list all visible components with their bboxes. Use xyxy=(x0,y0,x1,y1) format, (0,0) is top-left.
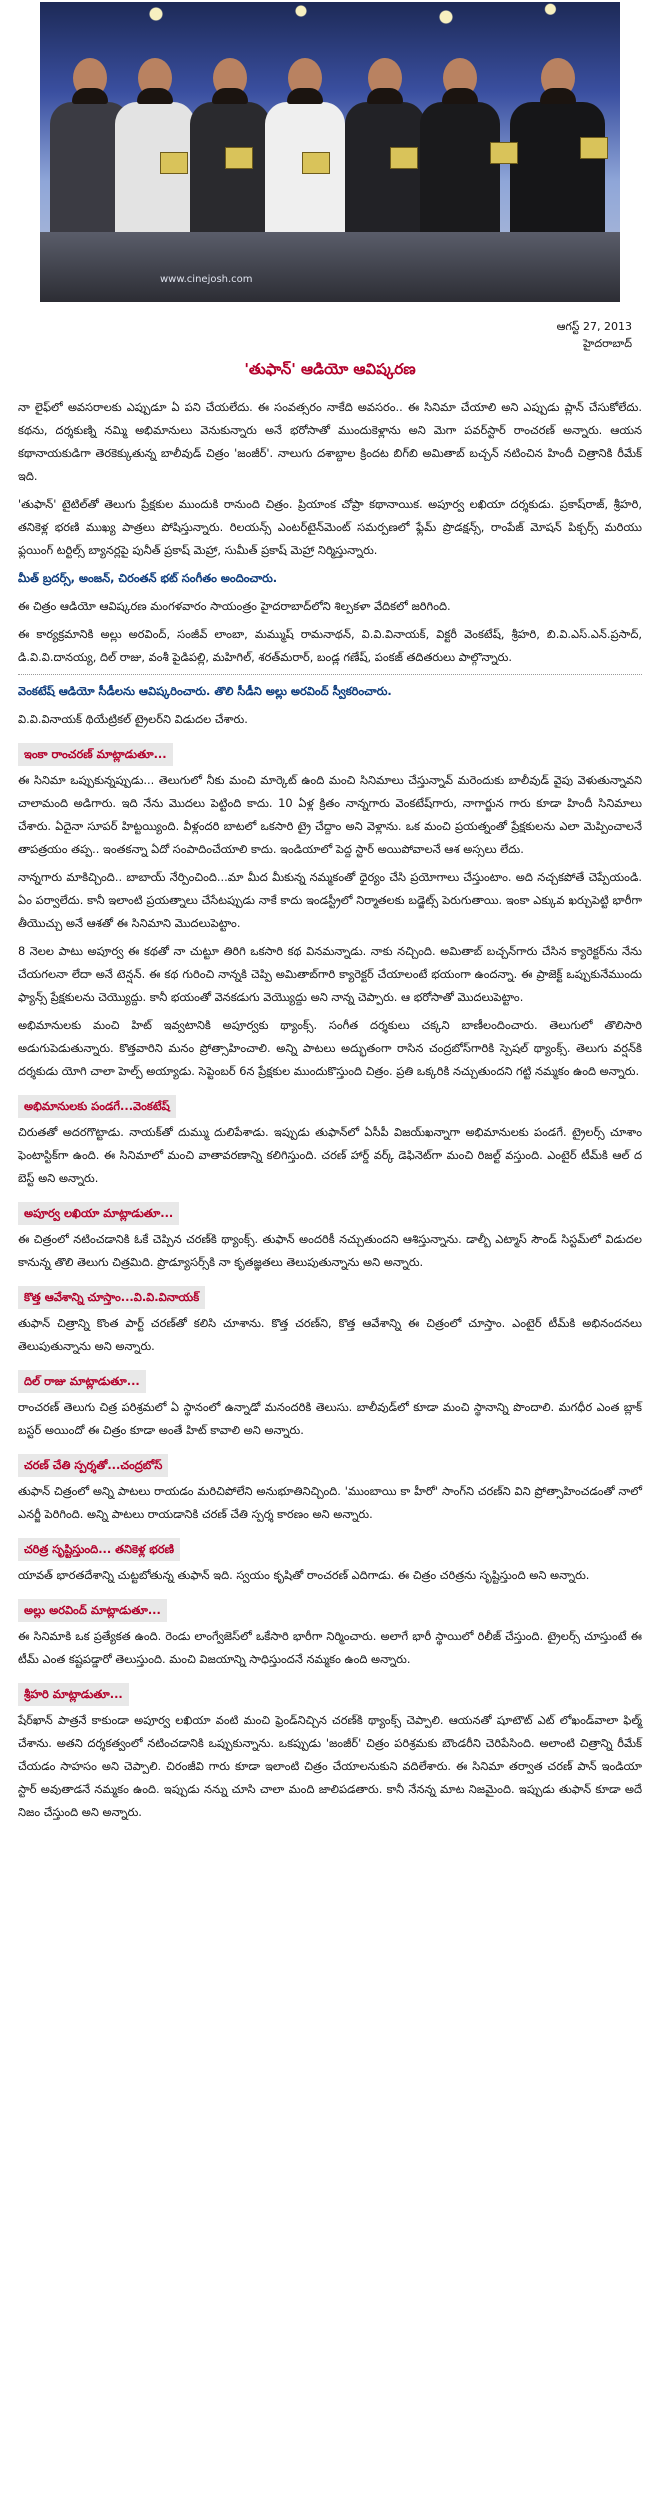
speech-paragraph: రాంచరణ్ తెలుగు చిత్ర పరిశ్రమలో ఏ స్థానంలో ఉన్నాడో మనందరికి తెలుసు. బాలీవుడ్‌లో కూడా మంచి స్థానాన్ని పొందాలి. మగధీర ఎంత బ్లాక్ బస్టర్ అయిందో ఈ చిత్రం కూడా అంతే హిట్ కావాలి అని అన్నారు. xyxy=(18,1400,642,1437)
speech-paragraph: నాన్నగారు మాకిచ్చింది.. బాబాయ్ నేర్పించింది...మా మీద మీకున్న నమ్మకంతో ధైర్యం చేసి ప్రయోగాలు చేస్తుంటాం. అది నచ్చకపోతే చెప్పేయండి. ఏం పర్వాలేదు. కానీ ఇలాంటి ప్రయత్నాలు చేసేటప్పుడు నాకే కాదు ఇండస్ట్రీలో నిర్మాతలకు బడ్జెట్స్ పెరుగుతాయి. ఇంకా ఎక్కువ ఖర్చుపెట్టి భారీగా తీయొచ్చు అనే ఆశతో ఈ సినిమాని మొదలుపెట్టాం. xyxy=(18,870,642,930)
speech-paragraph: అభిమానులకు మంచి హిట్ ఇవ్వటానికి అపూర్వకు థ్యాంక్స్. సంగీత దర్శకులు చక్కని బాణీలందించారు. తెలుగులో తొలిసారి అడుగుపెడుతున్నారు. కొత్తవారిని మనం ప్రోత్సాహించాలి. అన్ని పాటలు అద్భుతంగా రాసిన చంద్రబోస్‌గారికి స్పెషల్ థ్యాంక్స్. తెలుగు వర్షన్‌కి దర్శకుడు యోగి చాలా హెల్ప్ అయ్యాడు. సెప్టెంబర్ 6న ప్రేక్షకుల ముందుకొస్తుంది చిత్రం. ప్రతి ఒక్కరికి నచ్చుతుందని గట్టి నమ్మకం ఉంది అన్నారు. xyxy=(18,1018,642,1078)
audio-cd-icon xyxy=(490,142,518,164)
speech-paragraph: తుఫాన్ చిత్రాన్ని కొంత పార్ట్ చరణ్‌తో కలిసి చూశాను. కొత్త చరణ్‌ని, కొత్త ఆవేశాన్ని ఈ చిత్రంలో చూస్తాం. ఎంటైర్ టీమ్‌కి అభినందనలు తెలుపుతున్నాను అని అన్నారు. xyxy=(18,1316,642,1353)
section-heading: అభిమానులకు పండగే...వెంకటేష్ xyxy=(18,1095,176,1118)
intro-paragraph: 'తుఫాన్' టైటిల్‌తో తెలుగు ప్రేక్షకుల ముందుకి రానుంది చిత్రం. ప్రియాంక చోప్రా కథానాయిక. అపూర్వ లఖియా దర్శకుడు. ప్రకాష్‌రాజ్, శ్రీహరి, తనికెళ్ల భరణి ముఖ్య పాత్రలు పోషిస్తున్నారు. రిలయన్స్ ఎంటర్‌టైన్‌మెంట్ సమర్పణలో ఫ్లేమ్ ప్రొడక్షన్స్, రాంపేజ్ మోషన్ పిక్చర్స్ మరియు ఫ్లయింగ్ టర్టిల్స్ బ్యానర్లపై పునీత్ ప్రకాష్ మెహ్రా, సుమీత్ ప్రకాష్ మెహ్రా నిర్మిస్తున్నారు. xyxy=(18,497,642,557)
section-heading: కొత్త ఆవేశాన్ని చూస్తాం...వి.వి.వినాయక్ xyxy=(18,1286,205,1309)
music-credit: మీత్ బ్రదర్స్, అంజన్, చిరంతన్ భట్ సంగీతం అందించారు. xyxy=(18,571,278,585)
speech-paragraph: యావత్ భారతదేశాన్ని చుట్టబోతున్న తుఫాన్ ఇది. స్వయం కృషితో రాంచరణ్ ఎదిగాడు. ఈ చిత్రం చరిత్రను సృష్టిస్తుంది అని అన్నారు. xyxy=(18,1568,590,1582)
article-title: 'తుఫాన్' ఆడియో ఆవిష్కరణ xyxy=(244,360,416,378)
section-heading: అల్లు అరవింద్ మాట్లాడుతూ... xyxy=(18,1599,167,1622)
speech-paragraph: షేర్‌ఖాన్ పాత్రనే కాకుండా అపూర్వ లఖియా వంటి మంచి ఫ్రెండ్‌నిచ్చిన చరణ్‌కి థ్యాంక్స్ చెప్పాలి. ఆయనతో షూటౌట్ ఎట్ లోఖండ్‌వాలా ఫిల్మ్ చేశాను. అతని దర్శకత్వంలో నటించడానికి ఒప్పుకున్నాను. ఒకప్పుడు 'జంజీర్' చిత్రం పరిశ్రమకు బౌండరీని చెరిపేసింది. అలాంటి చిత్రాన్ని రీమేక్ చేయడం సాహసం అని చెప్పాలి. చిరంజీవి గారు కూడా ఇలాంటి చిత్రం చేయాలనుకుని వదిలేశారు. ఈ సినిమా తర్వాత చరణ్ పాన్ ఇండియా స్టార్ అవుతాడనే నమ్మకం ఉంది. ఇప్పుడు నన్ను చూసి చాలా మంది జాలిపడతారు. కానీ నేనన్న మాట నిజమైంది. ఇప్పుడు తుఫాన్ కూడా అదే నిజం చేస్తుంది అని అన్నారు. xyxy=(18,1713,642,1819)
speech-paragraph: 8 నెలల పాటు అపూర్వ ఈ కథతో నా చుట్టూ తిరిగి ఒకసారి కథ వినమన్నాడు. నాకు నచ్చింది. అమితాబ్ బచ్చన్‌గారు చేసిన క్యారెక్టర్‌ను నేను చేయగలనా లేదా అనే టెన్షన్. ఈ కథ గురించి నాన్నకి చెప్పి అమితాబ్‌గారి క్యారెక్టర్ చేయాలంటే భయంగా ఉందన్నా. ఈ ప్రాజెక్ట్ ఒప్పుకునేముందు ఫ్యాన్స్ ప్రేక్షకులను చెయ్యొద్దు. కానీ భయంతో వెనకడుగు వెయ్యొద్దు అని నాన్న చెప్పారు. ఆ భరోసాతో మొదలుపెట్టాం. xyxy=(18,944,642,1004)
article-date: ఆగస్ట్ 27, 2013 xyxy=(556,320,632,333)
section-heading: అపూర్వ లఖియా మాట్లాడుతూ... xyxy=(18,1202,179,1225)
section-heading: చరిత్ర సృష్టిస్తుంది... తనికెళ్ల భరణి xyxy=(18,1538,180,1561)
event-photo xyxy=(40,2,620,302)
section-heading: దిల్ రాజు మాట్లాడుతూ... xyxy=(18,1370,146,1393)
section-heading: చరణ్ చేతి స్పర్శతో...చంద్రబోస్ xyxy=(18,1454,168,1477)
section-heading: ఇంకా రాంచరణ్ మాట్లాడుతూ... xyxy=(18,743,173,766)
audio-cd-icon xyxy=(302,152,330,174)
audio-cd-icon xyxy=(390,147,418,169)
intro-paragraph: ఈ చిత్రం ఆడియో ఆవిష్కరణ మంగళవారం సాయంత్రం హైదరాబాద్‌లోని శిల్పకళా వేదికలో జరిగింది. xyxy=(18,599,451,613)
stage-lights xyxy=(40,2,620,62)
intro-paragraph: నా లైఫ్‌లో అవసరాలకు ఎప్పుడూ ఏ పని చేయలేదు. ఈ సంవత్సరం నాకేది అవసరం.. ఈ సినిమా చేయాలి అని ఎప్పుడు ప్లాన్ చేసుకోలేదు. కథను, దర్శకుణ్ని నమ్మి అభిమానులు వెనుకున్నారు అనే భరోసాతో ముందుకెళ్లాను అని మెగా పవర్‌స్టార్ రాంచరణ్ అన్నారు. ఆయన కథానాయకుడిగా తెరకెక్కుతున్న బాలీవుడ్ చిత్రం 'జంజీర్'. నాలుగు దశాబ్దాల క్రిందట బిగ్‌బి అమితాబ్ బచ్చన్ నటించిన హిందీ చిత్రానికి రీమేక్ ఇది. xyxy=(18,400,642,483)
audio-cd-icon xyxy=(160,152,188,174)
article-place: హైదరాబాద్ xyxy=(583,337,632,350)
cd-release-line: వెంకటేష్ ఆడియో సీడీలను ఆవిష్కరించారు. తొలి సీడీని అల్లు అరవింద్ స్వీకరించారు. xyxy=(18,684,392,698)
speech-paragraph: ఈ సినిమాకి ఒక ప్రత్యేకత ఉంది. రెండు లాంగ్వేజెస్‌లో ఒకేసారి భారీగా నిర్మించారు. అలాగే భారీ స్థాయిలో రిలీజ్ చేస్తుంది. ట్రైలర్స్ చూస్తుంటే ఈ టీమ్ ఎంత కష్టపడ్డారో తెలుస్తుంది. మంచి విజయాన్ని సాధిస్తుందనే నమ్మకం ఉంది అన్నారు. xyxy=(18,1629,642,1666)
article-body xyxy=(18,396,642,1829)
dateline xyxy=(557,318,632,352)
trailer-release-line: వి.వి.వినాయక్ థియేట్రికల్ ట్రైలర్‌ని విడుదల చేశారు. xyxy=(18,712,248,726)
speech-paragraph: ఈ సినిమా ఒప్పుకున్నప్పుడు... తెలుగులో నీకు మంచి మార్కెట్ ఉంది మంచి సినిమాలు చేస్తున్నావ్ మరెందుకు బాలీవుడ్ వైపు వెళుతున్నావని చాలామంది అడిగారు. ఇది నేను మొదలు పెట్టింది కాదు. 10 ఏళ్ల క్రితం నాన్నగారు వెంకటేష్‌గారు, నాగార్జున గారు కూడా హిందీ సినిమాలు చేశారు. ఏదైనా సూపర్ హిట్టయ్యింది. వీళ్లందరి బాటలో ఒకసారి ట్రై చేద్దాం అని వెళ్లాను. ఒక మంచి ప్రయత్నంతో ప్రేక్షకులను ఎలా మెప్పించాలనే తాపత్రయం తప్ప.. ఇంతకన్నా ఏదో సంపాదించేయాలి కాదు. ఇండియాలో పెద్ద స్టార్ అయిపోవాలనే ఆశ అస్సలు లేదు. xyxy=(18,773,642,856)
speech-paragraph: తుఫాన్ చిత్రంలో అన్ని పాటలు రాయడం మరిచిపోలేని అనుభూతినిచ్చింది. 'ముంబాయి కా హీరో' సాంగ్‌ని చరణ్‌ని విని ప్రోత్సాహించడంతో నాలో ఎనర్జీ పెరిగింది. అన్ని పాటలు రాయడానికి చరణ్ చేతి స్పర్శ కారణం అని అన్నారు. xyxy=(18,1484,642,1521)
divider xyxy=(18,674,642,675)
speech-paragraph: చిరుతతో అదరగొట్టాడు. నాయక్‌తో దుమ్ము దులిపేశాడు. ఇప్పుడు తుఫాన్‌లో ఏసీపీ విజయ్‌ఖన్నాగా అభిమానులకు పండగే. ట్రైలర్స్ చూశాం ఫెంటాస్టిక్‌గా ఉంది. ఈ సినిమాలో మంచి వాతావరణాన్ని కలిగిస్తుంది. చరణ్ హార్డ్ వర్క్ డెఫినెట్‌గా మంచి రిజల్ట్ వస్తుంది. ఎంటైర్ టీమ్‌కి ఆల్ ద బెస్ట్ అని అన్నారు. xyxy=(18,1125,642,1185)
stage-floor xyxy=(40,232,620,302)
audio-cd-icon xyxy=(225,147,253,169)
audio-cd-icon xyxy=(580,137,608,159)
photo-watermark: www.cinejosh.com xyxy=(160,274,253,285)
speech-paragraph: ఈ చిత్రంలో నటించడానికి ఓకే చెప్పిన చరణ్‌కి థ్యాంక్స్. తుఫాన్ అందరికీ నచ్చుతుందని ఆశిస్తున్నాను. డాల్బీ ఎట్మాస్ సౌండ్ సిస్టమ్‌లో విడుదల కానున్న తొలి తెలుగు చిత్రమిది. ప్రొడ్యూసర్స్‌కి నా కృతజ్ఞతలు తెలుపుతున్నాను అని అన్నారు. xyxy=(18,1232,642,1269)
guest-list: ఈ కార్యక్రమానికి అల్లు అరవింద్, సంజీవ్ లాంబా, మమ్ముష్ రామనాథన్, వి.వి.వినాయక్, విక్టరీ వెంకటేష్, శ్రీహరి, బి.వి.ఎస్.ఎన్.ప్రసాద్, డి.వి.వి.దానయ్య, దిల్ రాజు, వంశీ పైడిపల్లి, మహిగిల్, శరత్‌మరార్, బండ్ల గణేష్, పంకజ్ తదితరులు పాల్గొన్నారు. xyxy=(18,627,642,664)
section-heading: శ్రీహరి మాట్లాడుతూ... xyxy=(18,1683,129,1706)
